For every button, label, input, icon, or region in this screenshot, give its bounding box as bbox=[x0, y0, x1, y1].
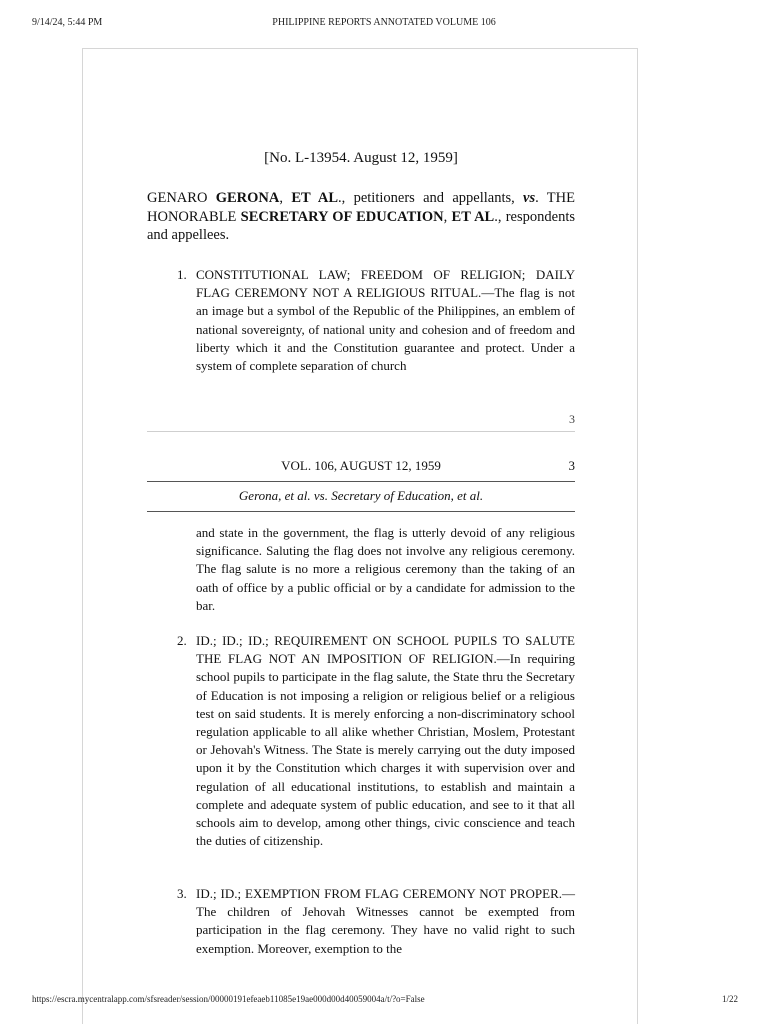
syllabus-item-1-continued bbox=[196, 524, 575, 615]
divider bbox=[147, 511, 575, 512]
print-url: https://escra.mycentralapp.com/sfsreader/session/00000191efeaeb11085e19ae000d00d40059004a/t/?o=False bbox=[32, 994, 425, 1004]
syllabus-body: —The flag is not an image but a symbol of the Republic of the Philippines, an emblem of national sovereignty, of national unity and cohesion and of freedom and liberty which it and the Constitution guarantee and protect. Under a system of complete separation of church bbox=[196, 285, 575, 374]
syllabus-body: and state in the government, the flag is utterly devoid of any religious significance. Saluting the flag does not involve any religious ceremony. The flag salute is no more a religious ceremony than the taking of an oath of office by a public official or by a candidate for admission to the bar. bbox=[196, 525, 575, 613]
headnote: ID.; ID.; ID.; REQUIREMENT ON SCHOOL PUPILS TO SALUTE THE FLAG NOT AN IMPOSITION OF RELIGION. bbox=[196, 633, 575, 667]
syllabus-body: —In requiring school pupils to participate in the flag salute, the State thru the Secretary of Education is not imposing a religion or religious belief or a religious test on said students. It is merely enforcing a non-discriminatory school regulation applicable to all alike whether Christian, Moslem, Protestant or Jehovah's Witness. The State is merely carrying out the duty imposed upon it by the Constitution which charges it with supervision over and regulation of all educational institutions, to establish and maintain a complete and adequate system of public education, and see to it that all schools aim to develop, among other things, civic conscience and teach the duties of citizenship. bbox=[196, 651, 576, 849]
case-caption: GENARO GERONA, ET AL., petitioners and appellants, vs. THE HONORABLE SECRETARY OF EDUCATION, ET AL., respondents and appellees. bbox=[147, 190, 575, 243]
item-number: 2. bbox=[177, 633, 187, 648]
page-separator bbox=[147, 431, 575, 432]
syllabus-item-1 bbox=[177, 266, 575, 375]
print-footer bbox=[0, 990, 768, 1010]
print-header bbox=[0, 0, 768, 40]
divider bbox=[147, 481, 575, 482]
case-number: [No. L-13954. August 12, 1959] bbox=[264, 150, 458, 166]
running-head-volume: VOL. 106, AUGUST 12, 1959 bbox=[281, 458, 441, 473]
page-number: 3 bbox=[569, 412, 575, 426]
syllabus-item-2 bbox=[177, 632, 576, 850]
running-head-page: 3 bbox=[568, 458, 575, 473]
print-datetime: 9/14/24, 5:44 PM bbox=[32, 17, 103, 28]
item-number: 3. bbox=[177, 886, 187, 901]
headnote: CONSTITUTIONAL LAW; FREEDOM OF RELIGION; DAILY FLAG CEREMONY NOT A RELIGIOUS RITUAL. bbox=[196, 267, 575, 301]
print-document-title: PHILIPPINE REPORTS ANNOTATED VOLUME 106 bbox=[272, 17, 496, 28]
print-page-count: 1/22 bbox=[721, 994, 738, 1004]
item-number: 1. bbox=[177, 267, 187, 282]
headnote: ID.; ID.; EXEMPTION FROM FLAG CEREMONY NOT PROPER. bbox=[196, 886, 562, 901]
syllabus-body: —The children of Jehovah Witnesses cannot be exempted from participation in the flag ceremony. They have no valid right to such exemption. Moreover, exemption to the bbox=[196, 886, 575, 956]
syllabus-item-3 bbox=[177, 885, 575, 958]
short-case-title: Gerona, et al. vs. Secretary of Education, et al. bbox=[238, 488, 484, 503]
